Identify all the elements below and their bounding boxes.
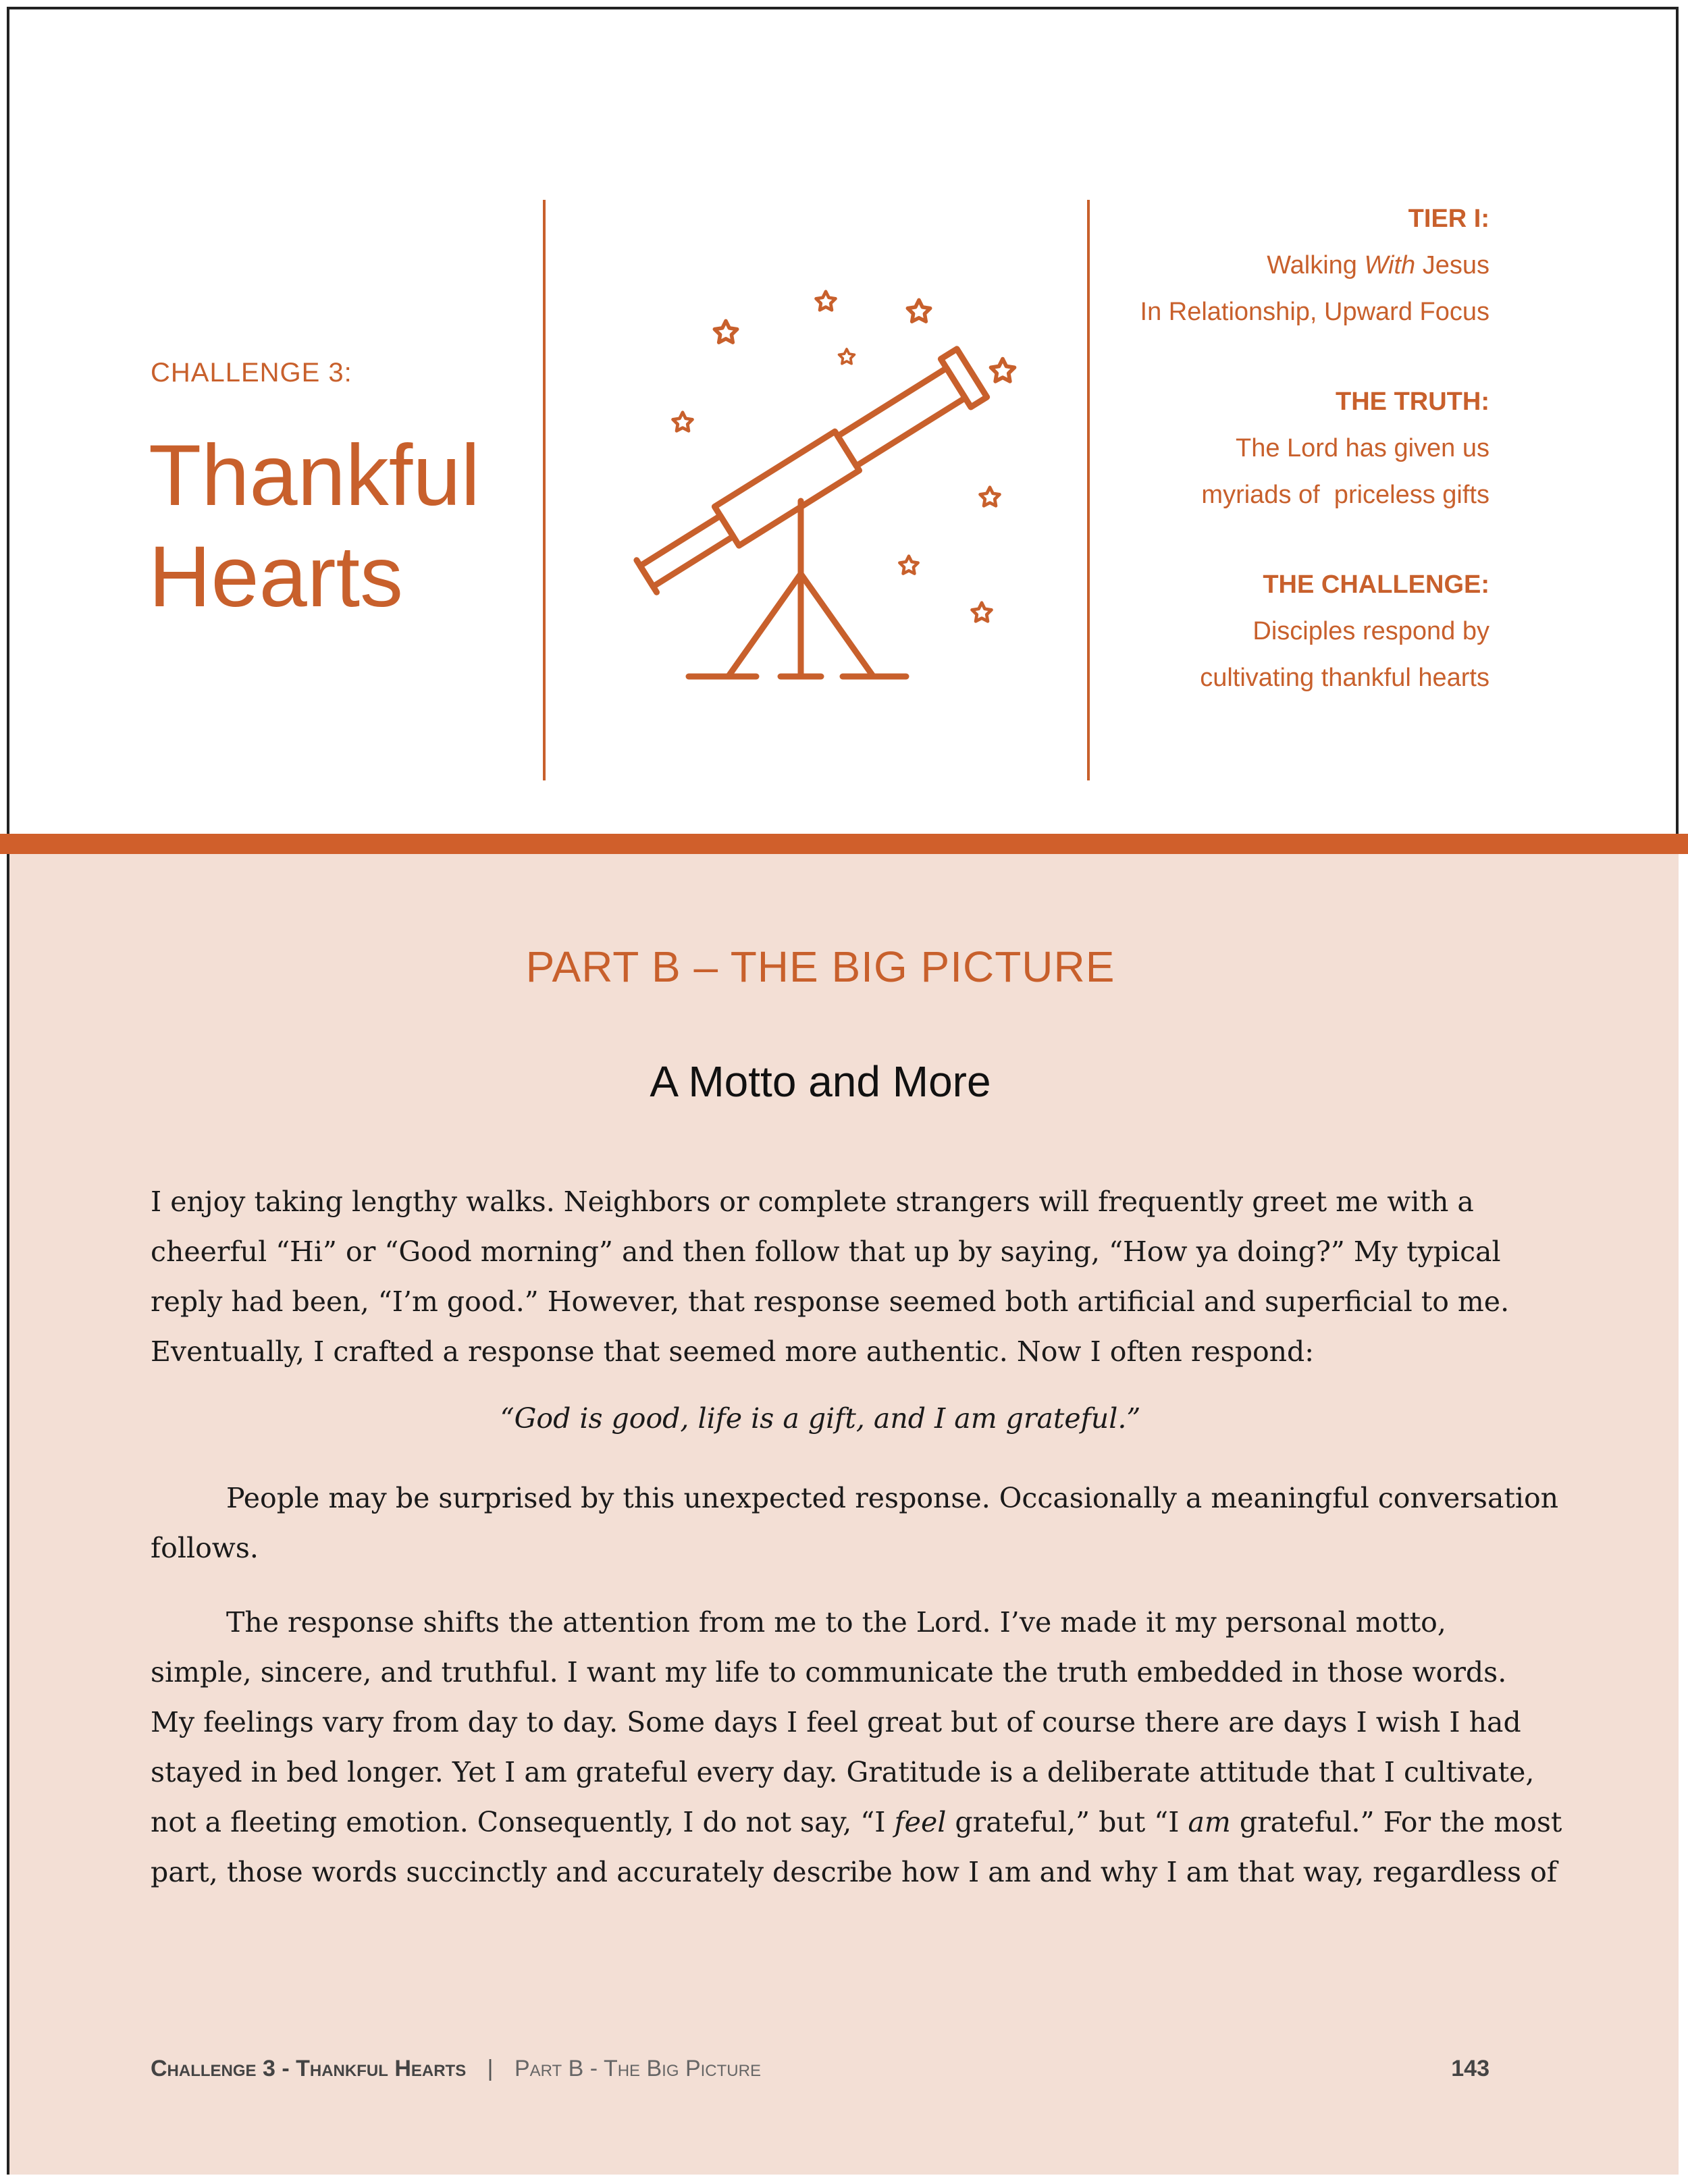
- divider-left: [543, 200, 546, 780]
- part-title: PART B – THE BIG PICTURE: [525, 942, 1115, 991]
- tier-panel: [1107, 196, 1489, 701]
- challenge-title: [149, 425, 527, 628]
- paragraph-line: reply had been, “I’m good.” However, that response seemed both artificial and superficial to me.: [151, 1285, 1510, 1318]
- tier-line-1: [1107, 242, 1489, 289]
- page-number: 143: [1451, 2056, 1489, 2081]
- paragraph-line: Eventually, I crafted a response that seemed more authentic. Now I often respond:: [151, 1335, 1315, 1368]
- challenge-heading: THE CHALLENGE:: [1263, 570, 1489, 599]
- paragraph-line: cheerful “Hi” or “Good morning” and then follow that up by saying, “How ya doing?” My typical: [151, 1235, 1501, 1268]
- header-rule: [0, 834, 1688, 854]
- tier-line-2: In Relationship, Upward Focus: [1140, 298, 1489, 326]
- paragraph-3: [151, 1597, 1562, 1897]
- text-run: grateful,” but “I: [946, 1806, 1188, 1838]
- paragraph-line: The response shifts the attention from me to the Lord. I’ve made it my personal motto,: [226, 1606, 1446, 1639]
- title-line-1: Thankful: [149, 427, 480, 524]
- title-line-2: Hearts: [149, 529, 403, 625]
- paragraph-line: simple, sincere, and truthful. I want my life to communicate the truth embedded in those words.: [151, 1656, 1507, 1688]
- telescope-with-stars-icon: [560, 257, 1074, 702]
- truth-line-2: myriads of priceless gifts: [1201, 481, 1489, 509]
- text-run: not a fleeting emotion. Consequently, I do not say, “I: [151, 1806, 895, 1838]
- truth-line-1: The Lord has given us: [1235, 434, 1489, 462]
- challenge-line-2: cultivating thankful hearts: [1200, 664, 1489, 692]
- paragraph-2: [151, 1473, 1559, 1573]
- tier-line-1-pre: Walking: [1267, 251, 1365, 279]
- section-title: A Motto and More: [650, 1057, 991, 1106]
- paragraph-line: People may be surprised by this unexpected response. Occasionally a meaningful conversation: [226, 1482, 1559, 1514]
- paragraph-line: follows.: [151, 1532, 259, 1564]
- paragraph-line: stayed in bed longer. Yet I am grateful every day. Gratitude is a deliberate attitude that I cultivate,: [151, 1756, 1535, 1788]
- paragraph-line: My feelings vary from day to day. Some days I feel great but of course there are days I wish I had: [151, 1706, 1521, 1738]
- paragraph-line: I enjoy taking lengthy walks. Neighbors or complete strangers will frequently greet me with a: [151, 1186, 1474, 1218]
- divider-right: [1087, 200, 1090, 780]
- text-run: grateful.” For the most: [1230, 1806, 1562, 1838]
- challenge-line-1: Disciples respond by: [1252, 617, 1489, 645]
- page-header: [0, 0, 1688, 834]
- footer-chapter: Challenge 3 - Thankful Hearts: [151, 2056, 467, 2081]
- paragraph-line: [151, 1797, 1562, 1847]
- footer-separator: |: [487, 2056, 494, 2081]
- paragraph-1: [151, 1177, 1510, 1377]
- running-footer: [151, 2056, 761, 2082]
- tier-heading: TIER I:: [1408, 205, 1489, 233]
- paragraph-line: part, those words succinctly and accurately describe how I am and why I am that way, regardless of: [151, 1856, 1557, 1888]
- emphasis-feel: feel: [894, 1806, 947, 1838]
- truth-heading: THE TRUTH:: [1336, 388, 1489, 416]
- motto-quote: “God is good, life is a gift, and I am grateful.”: [500, 1402, 1141, 1435]
- challenge-label: CHALLENGE 3:: [151, 358, 352, 388]
- emphasis-am: am: [1188, 1806, 1231, 1838]
- tier-line-1-post: Jesus: [1415, 251, 1489, 279]
- tier-line-1-emphasis: With: [1364, 251, 1416, 279]
- footer-section: Part B - The Big Picture: [514, 2056, 761, 2081]
